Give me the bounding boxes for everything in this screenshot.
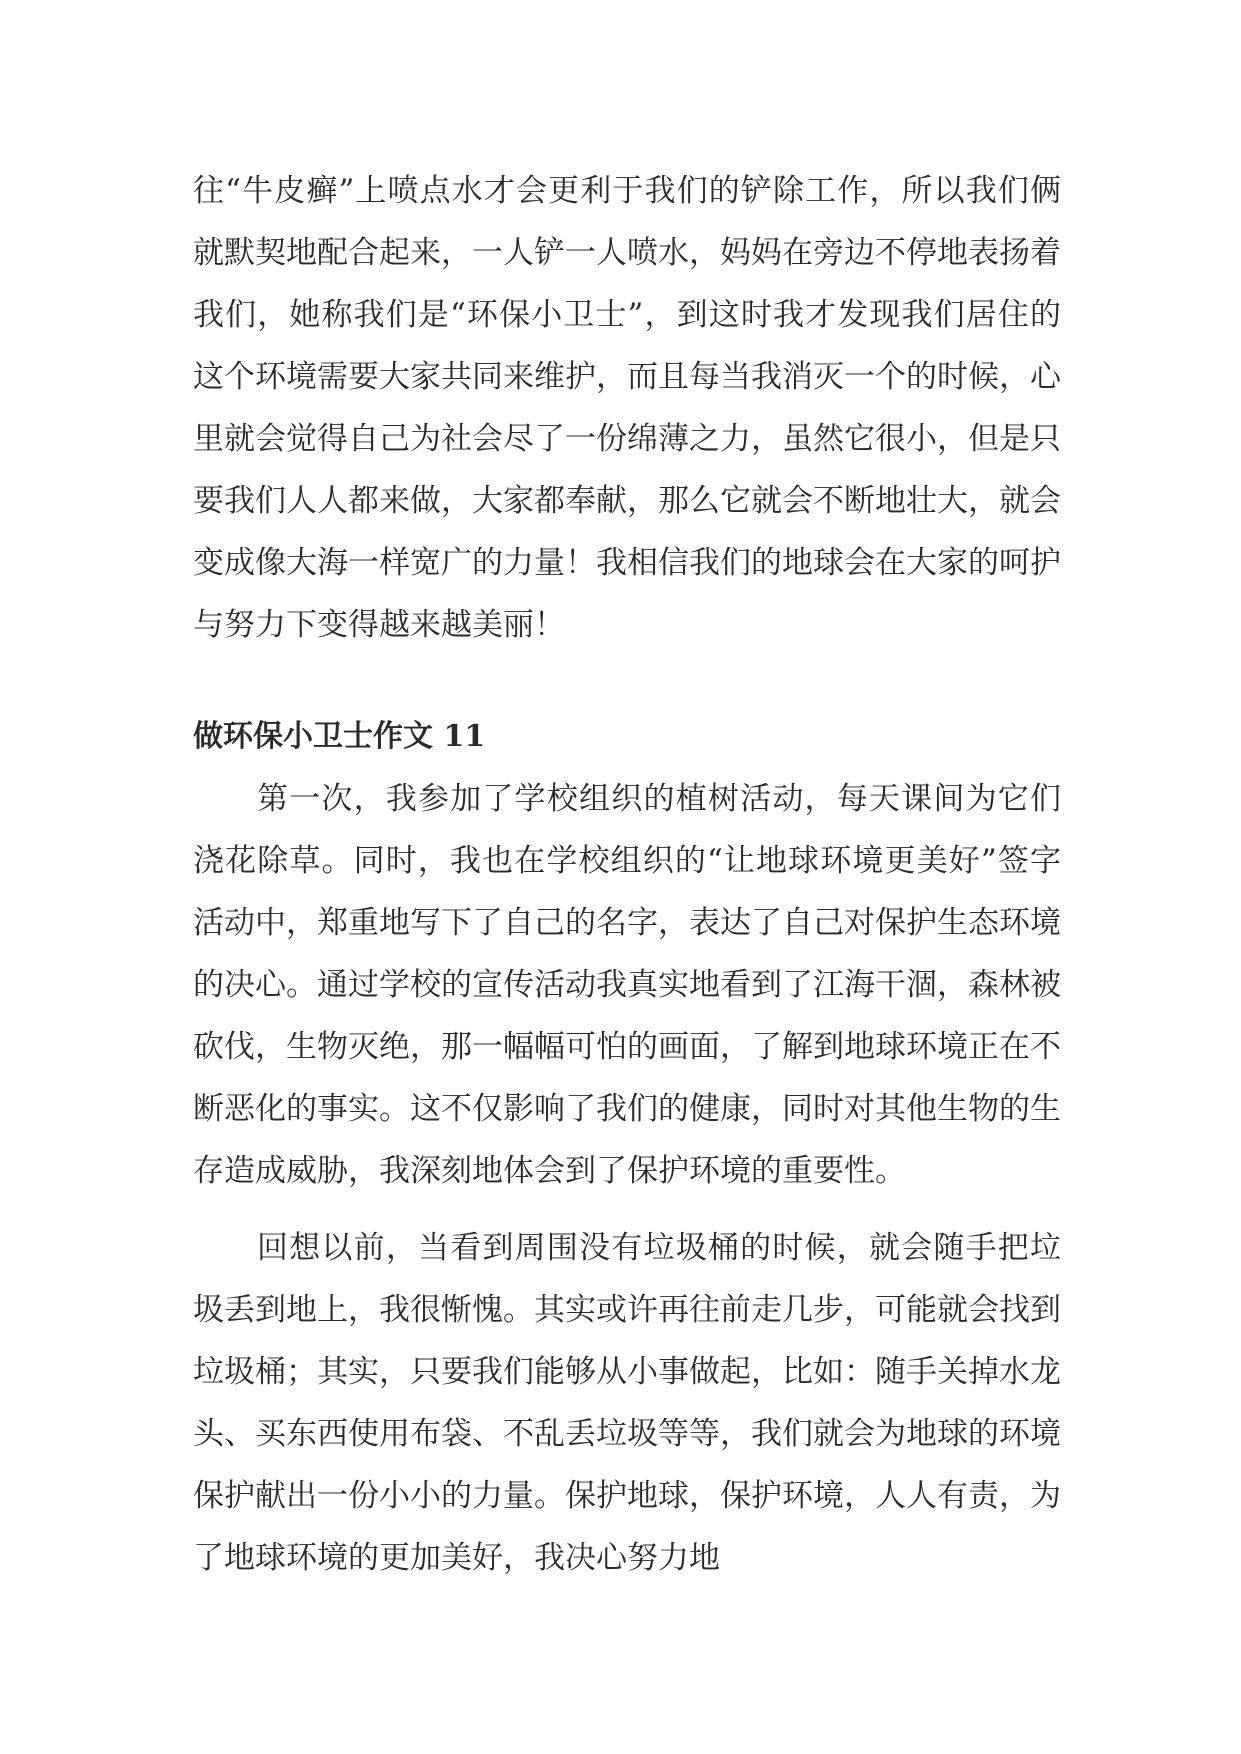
section-title: 做环保小卫士作文 11 xyxy=(193,719,486,754)
body-paragraph-2: 回想以前，当看到周围没有垃圾桶的时候，就会随手把垃圾丢到地上，我很惭愧。其实或许再往前走几步，可能就会找到垃圾桶；其实，只要我们能够从小事做起，比如：随手关掉水龙头、买东西使用布袋、不乱丢垃圾等等，我们就会为地球的环境保护献出一份小小的力量。保护地球，保护环境，人人有责，为了地球环境的更加美好，我决心努力地 xyxy=(193,1230,1061,1576)
body-paragraph-1: 第一次，我参加了学校组织的植树活动，每天课间为它们浇花除草。同时，我也在学校组织的“让地球环境更美好”签字活动中，郑重地写下了自己的名字，表达了自己对保护生态环境的决心。通过学校的宣传活动我真实地看到了江海干涸，森林被砍伐，生物灭绝，那一幅幅可怕的画面，了解到地球环境正在不断恶化的事实。这不仅影响了我们的健康，同时对其他生物的生存造成威胁，我深刻地体会到了保护环境的重要性。 xyxy=(193,781,1061,1189)
document-page xyxy=(193,160,1061,1589)
continued-paragraph: 往“牛皮癣”上喷点水才会更利于我们的铲除工作，所以我们俩就默契地配合起来，一人铲一人喷水，妈妈在旁边不停地表扬着我们，她称我们是“环保小卫士”，到这时我才发现我们居住的这个环境需要大家共同来维护，而且每当我消灭一个的时候，心里就会觉得自己为社会尽了一份绵薄之力，虽然它很小，但是只要我们人人都来做，大家都奉献，那么它就会不断地壮大，就会变成像大海一样宽广的力量！我相信我们的地球会在大家的呵护与努力下变得越来越美丽！ xyxy=(193,173,1061,643)
